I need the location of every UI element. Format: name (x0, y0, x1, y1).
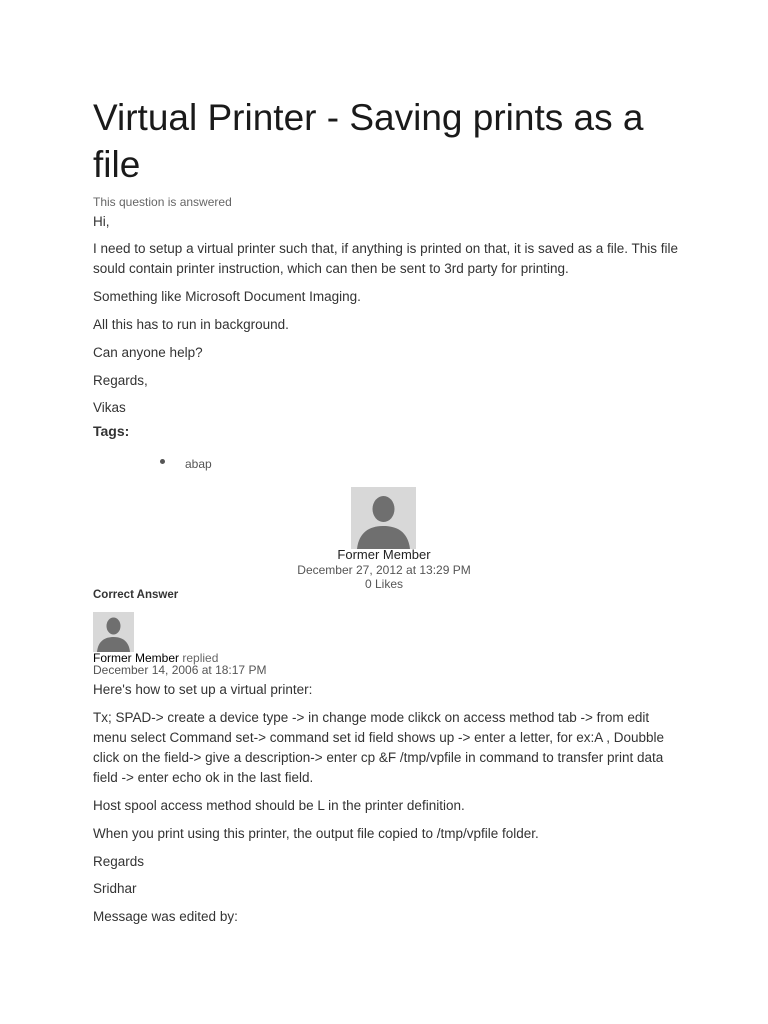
answer-paragraph: Tx; SPAD-> create a device type -> in change mode clikck on access method tab -> from edit menu select Command set-> command set id field shows up -> enter a letter, for ex:A , Doubble click on the field-> give a description-> enter cp &F /tmp/vpfile in command to transfer print data field -> enter echo ok in the last field. (93, 710, 665, 785)
question-paragraph: I need to setup a virtual printer such that, if anything is printed on that, it is saved as a file. This file sould contain printer instruction, which can then be sent to 3rd party for printing. (93, 241, 679, 276)
answer-paragraph: Regards (93, 854, 145, 869)
question-paragraph: Can anyone help? (93, 345, 203, 360)
author-name[interactable]: Former Member (337, 547, 431, 562)
avatar-icon[interactable] (93, 612, 134, 652)
reply-author-name[interactable]: Former Member (93, 651, 180, 665)
likes-count: 0 Likes (364, 577, 404, 591)
correct-answer-label: Correct Answer (93, 589, 179, 601)
answer-paragraph: When you print using this printer, the output file copied to /tmp/vpfile folder. (93, 826, 539, 841)
avatar-icon[interactable] (351, 487, 416, 549)
answer-paragraph: Sridhar (93, 881, 137, 896)
question-paragraph: Hi, (93, 214, 110, 229)
page-title: Virtual Printer - Saving prints as a file (93, 97, 644, 185)
question-paragraph: All this has to run in background. (93, 317, 289, 332)
answer-paragraph: Message was edited by: (93, 909, 238, 924)
reply-date: December 14, 2006 at 18:17 PM (93, 663, 267, 677)
answered-status: This question is answered (93, 195, 232, 209)
question-paragraph: Vikas (93, 400, 126, 415)
author-date: December 27, 2012 at 13:29 PM (297, 563, 471, 577)
answer-paragraph: Here's how to set up a virtual printer: (93, 682, 313, 697)
reply-action: replied (182, 651, 219, 665)
answer-paragraph: Host spool access method should be L in the printer definition. (93, 798, 465, 813)
question-paragraph: Regards, (93, 373, 148, 388)
question-paragraph: Something like Microsoft Document Imaging. (93, 289, 361, 304)
tags-label: Tags: (93, 423, 130, 439)
tag-link-abap[interactable]: abap (185, 457, 212, 471)
tag-bullet-icon (160, 459, 165, 464)
